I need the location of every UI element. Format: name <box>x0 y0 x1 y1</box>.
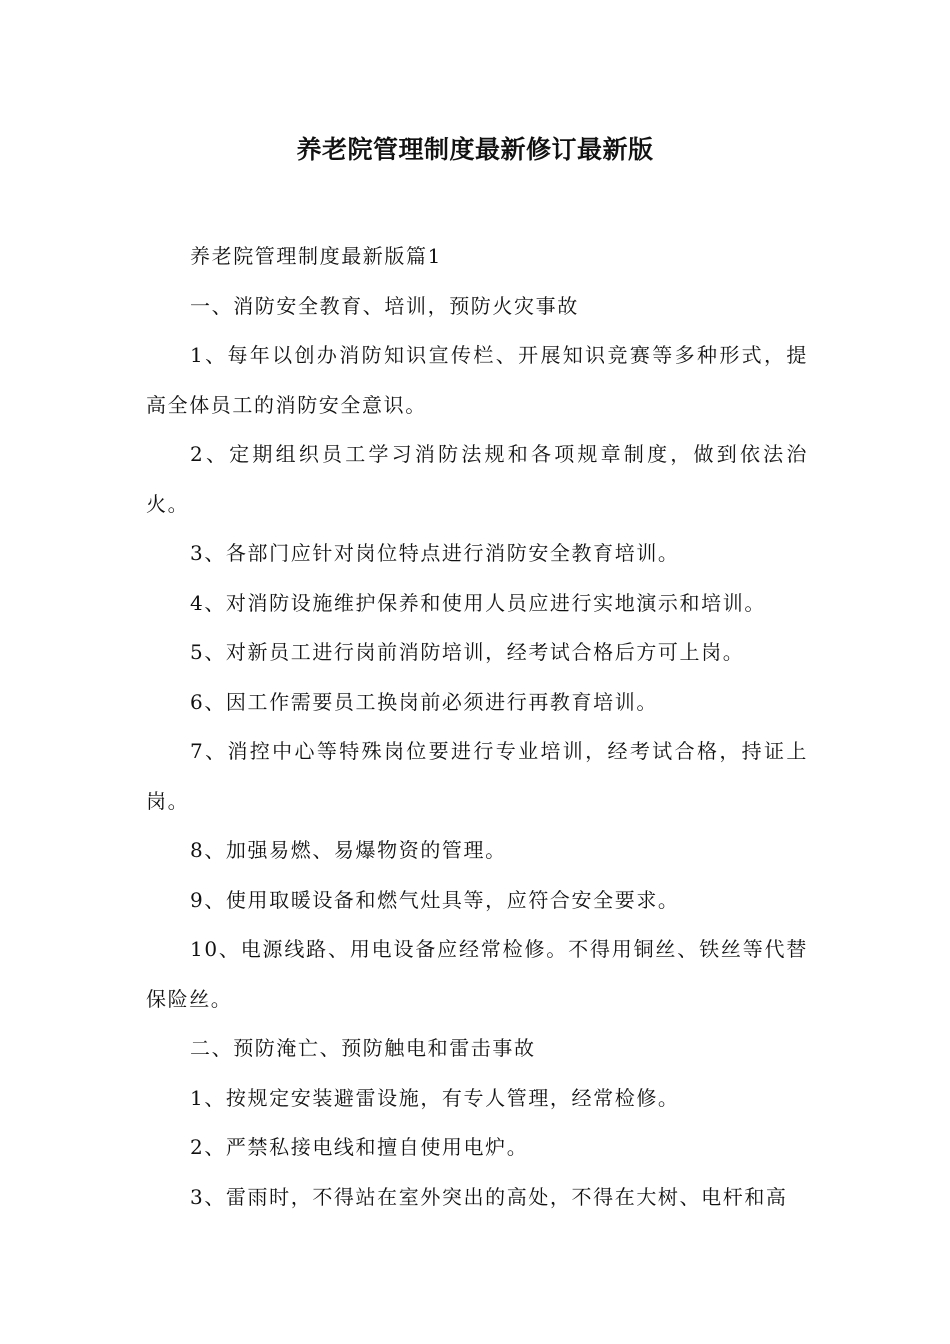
section-heading: 养老院管理制度最新版篇1 <box>190 244 442 268</box>
list-item: 7、消控中心等特殊岗位要进行专业培训，经考试合格，持证上岗。 <box>146 739 808 813</box>
document-title: 养老院管理制度最新修订最新版 <box>296 135 654 164</box>
list-item: 3、各部门应针对岗位特点进行消防安全教育培训。 <box>190 541 680 565</box>
list-item: 4、对消防设施维护保养和使用人员应进行实地演示和培训。 <box>190 590 766 615</box>
list-item: 2、定期组织员工学习消防法规和各项规章制度，做到依法治火。 <box>146 442 808 516</box>
list-item: 9、使用取暖设备和燃气灶具等，应符合安全要求。 <box>190 887 680 912</box>
list-item: 8、加强易燃、易爆物资的管理。 <box>190 838 507 862</box>
list-item: 10、电源线路、用电设备应经常检修。不得用铜丝、铁丝等代替保险丝。 <box>146 937 808 1011</box>
list-item: 1、按规定安装避雷设施，有专人管理，经常检修。 <box>190 1085 680 1110</box>
subsection-heading: 二、预防淹亡、预防触电和雷击事故 <box>190 1036 536 1060</box>
list-item: 6、因工作需要员工换岗前必须进行再教育培训。 <box>190 689 658 714</box>
document-body <box>146 232 808 1222</box>
list-item: 5、对新员工进行岗前消防培训，经考试合格后方可上岗。 <box>190 640 745 664</box>
subsection-heading: 一、消防安全教育、培训，预防火灾事故 <box>190 293 579 318</box>
list-item: 1、每年以创办消防知识宣传栏、开展知识竞赛等多种形式，提高全体员工的消防安全意识。 <box>146 343 808 417</box>
list-item: 2、严禁私接电线和擅自使用电炉。 <box>190 1135 529 1159</box>
list-item: 3、雷雨时，不得站在室外突出的高处，不得在大树、电杆和高 <box>190 1184 788 1209</box>
